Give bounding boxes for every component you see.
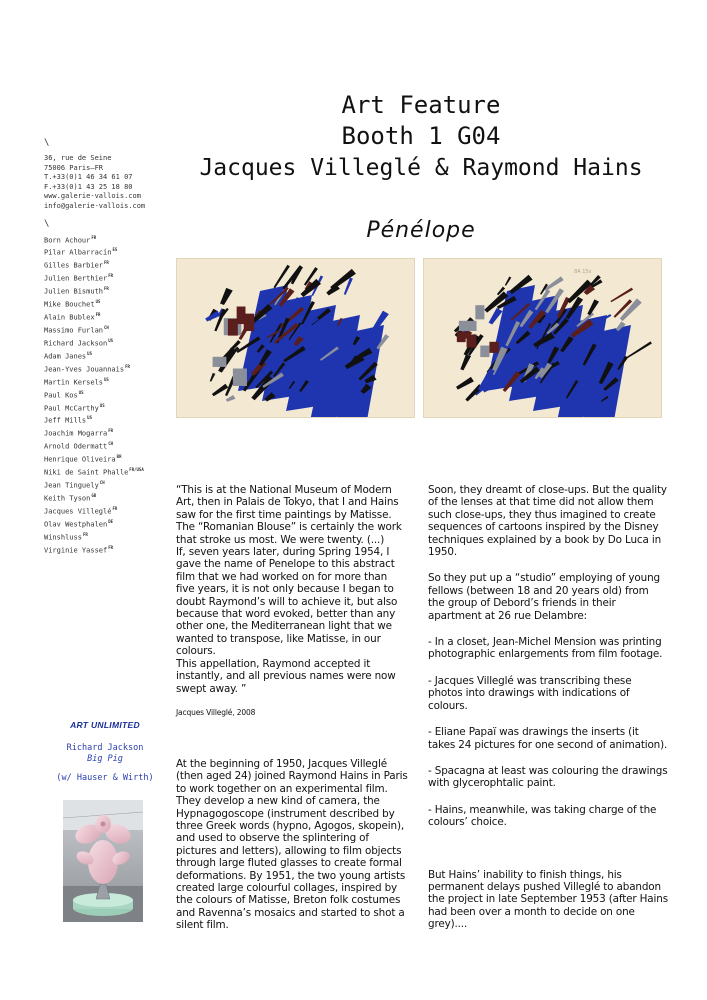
artist-country-tag: US [99, 402, 105, 408]
story-paragraph: Soon, they dreamt of close-ups. But the quality of the lenses at that time did not allow them such close-ups, they thus imagined to create sequences of cartoons inspired by the Disney techniques explained by a book by Do Luca in 1950. [428, 484, 667, 559]
artist-name: Martin Kersels [44, 378, 104, 387]
artist-country-tag: FR [104, 286, 109, 292]
collage-block [233, 369, 247, 386]
story-column [428, 484, 668, 943]
collage-block [489, 342, 499, 353]
artist-name: Paul Kos [44, 390, 78, 399]
pencil-note: 8A 15x [574, 269, 592, 275]
artist-entry [44, 258, 194, 271]
artist-entry [44, 452, 194, 465]
website-link[interactable]: www.galerie-vallois.com [44, 192, 141, 201]
artist-entry [44, 530, 194, 543]
artist-country-tag: ES [112, 247, 118, 253]
artwork-image-right [423, 258, 662, 418]
artist-name: Julien Bismuth [44, 287, 104, 296]
art-unlimited-block [46, 720, 164, 784]
quote-column [176, 484, 408, 719]
artist-entry [44, 491, 194, 504]
artist-country-tag: FR/USA [129, 467, 144, 473]
unlimited-artist: Richard Jackson [66, 743, 144, 753]
artist-name: Keith Tyson [44, 494, 91, 503]
artist-country-tag: DE [108, 518, 114, 524]
artist-country-tag: FR [108, 544, 114, 550]
collage-block [457, 332, 466, 342]
artist-country-tag: FR [108, 273, 114, 279]
artist-country-tag: FR [125, 363, 130, 369]
artist-entry [44, 336, 194, 349]
booth-number: Booth 1 G04 [341, 122, 501, 150]
history-paragraph: At the beginning of 1950, Jacques Villeglé (then aged 24) joined Raymond Hains in Paris to work together on an experimental film. They develop a new kind of camera, the Hypnagogoscope (instrument described by three Greek words (hypno, Agogos, skopein), and used to observe the splintering of pictures and letters), allowing to film objects through large fluted glasses to create formal deformations. By 1951, the two young artists created large colourful collages, inspired by the colours of Matisse, Breton folk costumes and Ravenna’s mosaics and started to shot a silent film. [176, 758, 408, 932]
quote-paragraph: If, seven years later, during Spring 1954, I gave the name of Penelope to this abstract film that we had worked on for more than five years, it is not only because I began to doubt Raymond’s will to achieve it, but also because that word evoked, better than any other one, the Mediterranean light that we wanted to transpose, like Matisse, in our colours. [176, 546, 398, 658]
feature-title: Art Feature [341, 91, 501, 119]
artist-name: Olav Westphalen [44, 520, 108, 529]
artist-entry [44, 271, 194, 284]
artist-country-tag: FR [112, 505, 118, 511]
artist-country-tag: FR [95, 312, 101, 318]
page-header [175, 90, 667, 246]
quote-credit: Jacques Villeglé, 2008 [176, 707, 256, 717]
artist-name: Paul McCarthy [44, 403, 99, 412]
artist-name: Niki de Saint Phalle [44, 468, 129, 477]
artist-entry [44, 323, 194, 336]
backslash-mark: \ [44, 218, 50, 229]
artist-name: Winshluss [44, 533, 82, 542]
collage-block [244, 314, 254, 331]
artist-entry [44, 245, 194, 258]
artist-entry [44, 504, 194, 517]
artist-name: Henrique Oliveira [44, 455, 116, 464]
artist-entry [44, 478, 194, 491]
fax-line: F.+33(0)1 43 25 18 80 [44, 182, 133, 191]
artist-country-tag: US [95, 299, 101, 305]
artist-entry [44, 297, 194, 310]
artist-name: Jeff Mills [44, 416, 87, 425]
gallery-sidebar [44, 138, 194, 556]
artist-country-tag: GB [91, 493, 97, 498]
collage-block [475, 305, 484, 319]
collage-block [213, 357, 227, 367]
artist-name: Virginie Yassef [44, 546, 108, 555]
artist-country-tag: FR [104, 260, 109, 266]
artist-country-tag: US [87, 415, 92, 421]
artist-name: Born Achour [44, 235, 91, 244]
artist-name: Jean Tinguely [44, 481, 99, 490]
artist-name: Adam Janes [44, 352, 87, 361]
artist-entry [44, 233, 194, 246]
artist-entry [44, 426, 194, 439]
artist-country-tag: US [108, 337, 114, 343]
story-paragraph: So they put up a “studio” employing of young fellows (between 18 and 20 years old) from the group of Debord’s friends in their apartment at 26 rue Delambre: [428, 572, 660, 622]
artist-entry [44, 413, 194, 426]
big-pig-sculpture-image [63, 800, 143, 922]
artist-entry [44, 284, 194, 297]
artists-title: Jacques Villeglé & Raymond Hains [199, 155, 643, 181]
artist-entry [44, 517, 194, 530]
artist-country-tag: FR [108, 428, 114, 434]
artist-country-tag: CH [99, 480, 105, 486]
unlimited-gallery: (w/ Hauser & Wirth) [56, 773, 154, 783]
artist-name: Alain Bublex [44, 313, 95, 322]
abstract-collage-left [177, 259, 414, 417]
artist-name: Joachim Mogarra [44, 429, 108, 438]
quote-paragraph: “This is at the National Museum of Modern Art, then in Palais de Tokyo, that I and Hains saw for the first time paintings by Matisse. The “Romanian Blouse” is certainly the work that stroke us most. We were twenty. (...) [176, 484, 402, 546]
artist-name: Richard Jackson [44, 339, 108, 348]
story-paragraph: - Eliane Papaï was drawings the inserts (it takes 24 pictures for one second of animation). [428, 726, 668, 751]
artist-entry [44, 401, 194, 414]
artist-name: Gilles Barbier [44, 261, 104, 270]
story-paragraph: - Jacques Villeglé was transcribing these photos into drawings with indications of colours. [428, 674, 632, 712]
artist-country-tag: US [87, 350, 92, 356]
address-line: 36, rue de Seine [44, 154, 112, 162]
work-title: Pénélope [366, 218, 476, 243]
big-pig-photo [63, 800, 143, 922]
backslash-mark: \ [44, 138, 50, 148]
artist-name: Pilar Albarracín [44, 248, 112, 257]
artist-country-tag: CH [108, 441, 114, 447]
artist-name: Jacques Villeglé [44, 507, 112, 516]
artist-name: Arnold Odermatt [44, 442, 108, 451]
artwork-image-left [176, 258, 415, 418]
artist-entry [44, 349, 194, 362]
story-paragraph: - Spacagna at least was colouring the drawings with glycerophtalic paint. [428, 764, 668, 790]
artist-name: Mike Bouchet [44, 300, 95, 309]
gallery-address [44, 154, 194, 212]
address-line: 75006 Paris—FR [44, 163, 104, 172]
artist-country-tag: US [78, 389, 84, 395]
collage-block [480, 346, 489, 358]
artist-entry [44, 310, 194, 323]
artist-country-tag: CH [104, 325, 109, 331]
artist-entry [44, 439, 194, 452]
artist-country-tag: FR [82, 531, 88, 537]
email-link[interactable]: info@galerie-vallois.com [44, 201, 146, 210]
artist-name: Massimo Furlan [44, 326, 104, 335]
story-paragraph: - Hains, meanwhile, was taking charge of the colours’ choice. [428, 803, 657, 829]
story-paragraph: But Hains’ inability to finish things, his permanent delays pushed Villeglé to abandon the project in late September 1953 (after Hains had been over a month to decide on one grey).... [428, 868, 668, 931]
artist-entry [44, 388, 194, 401]
artist-entry [44, 543, 194, 556]
artist-list [44, 233, 194, 556]
artist-entry [44, 375, 194, 388]
abstract-collage-right [424, 259, 661, 417]
unlimited-work-title: Big Pig [87, 754, 123, 764]
artist-country-tag: US [104, 376, 109, 382]
artist-name: Jean-Yves Jouannais [44, 365, 125, 374]
phone-line: T.+33(0)1 46 34 61 07 [44, 173, 133, 182]
artist-name: Julien Berthier [44, 274, 108, 283]
collage-block [467, 334, 477, 347]
artist-entry [44, 465, 194, 478]
art-unlimited-logo: ART UNLIMITED [70, 720, 140, 730]
story-paragraph: - In a closet, Jean-Michel Mension was printing photographic enlargements from film footage. [428, 636, 663, 661]
collage-block [459, 321, 477, 331]
artist-entry [44, 362, 194, 375]
quote-paragraph: This appellation, Raymond accepted it instantly, and all previous names were now swept away. ” [176, 657, 396, 695]
artist-country-tag: BR [116, 454, 122, 460]
collage-block [228, 319, 238, 336]
artist-country-tag: FR [91, 234, 97, 240]
